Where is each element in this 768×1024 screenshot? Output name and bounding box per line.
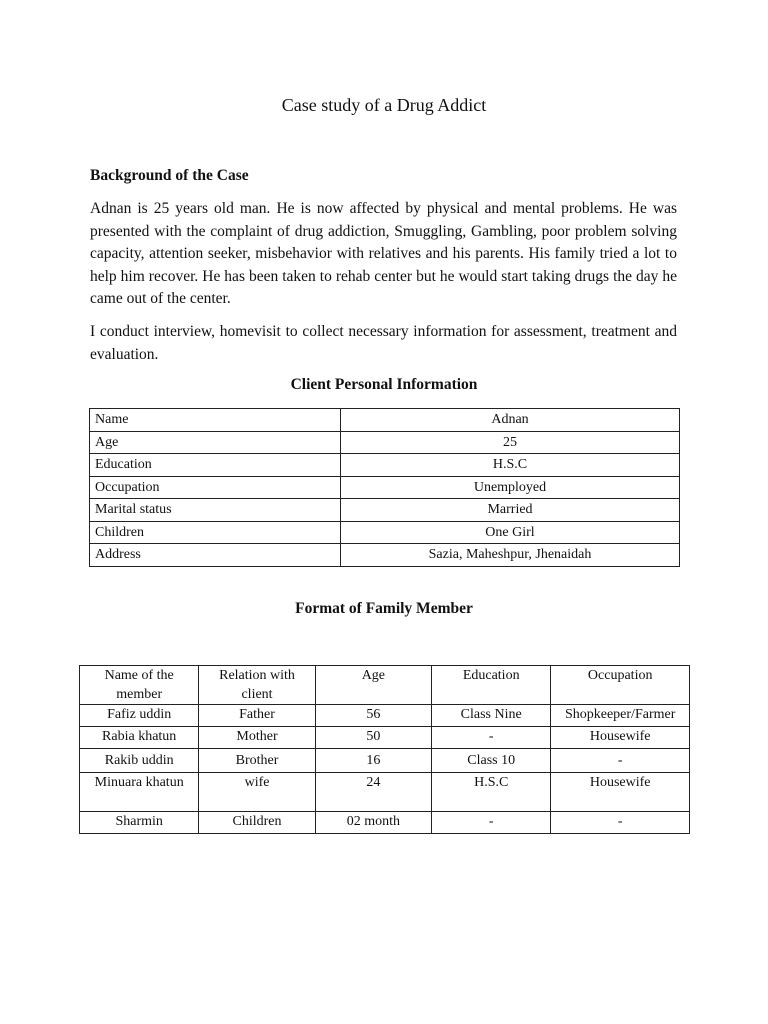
table-row [80,749,690,773]
table-cell: Class 10 [432,749,551,773]
info-value: One Girl [341,521,680,544]
table-cell: - [432,812,551,834]
info-label: Education [90,454,341,477]
client-info-table [89,408,680,567]
table-cell: wife [199,773,315,812]
table-cell: 56 [315,705,431,727]
table-cell: Rakib uddin [80,749,199,773]
table-cell: Sharmin [80,812,199,834]
info-label: Children [90,521,341,544]
table-cell: Fafiz uddin [80,705,199,727]
client-info-title: Client Personal Information [290,376,478,393]
table-row [90,476,680,499]
table-cell: - [432,727,551,749]
info-value: Adnan [341,409,680,432]
table-row [90,544,680,567]
info-value: 25 [341,431,680,454]
column-header: Relation with client [199,666,315,705]
table-row [80,812,690,834]
column-header: Education [432,666,551,705]
table-cell: 24 [315,773,431,812]
column-header: Age [315,666,431,705]
table-cell: - [551,812,690,834]
table-cell: H.S.C [432,773,551,812]
table-header-row [80,666,690,705]
table-row [80,705,690,727]
table-cell: 16 [315,749,431,773]
table-row [90,409,680,432]
table-cell: Rabia khatun [80,727,199,749]
table-row [90,499,680,522]
table-cell: Class Nine [432,705,551,727]
table-cell: Children [199,812,315,834]
document-title: Case study of a Drug Addict [281,95,487,115]
table-cell: Brother [199,749,315,773]
table-cell: - [551,749,690,773]
table-row [90,521,680,544]
table-cell: Mother [199,727,315,749]
table-row [90,454,680,477]
table-cell: Father [199,705,315,727]
column-header: Occupation [551,666,690,705]
info-value: Unemployed [341,476,680,499]
table-cell: Minuara khatun [80,773,199,812]
background-heading: Background of the Case [90,167,249,184]
family-table-title: Format of Family Member [295,600,473,617]
table-cell: Housewife [551,727,690,749]
column-header: Name of the member [80,666,199,705]
table-row [80,727,690,749]
info-value: H.S.C [341,454,680,477]
info-label: Age [90,431,341,454]
background-paragraph-2: I conduct interview, homevisit to collect necessary information for assessment, treatment and evaluation. [90,323,677,363]
table-cell: 50 [315,727,431,749]
info-label: Occupation [90,476,341,499]
family-member-table [79,665,690,834]
info-value: Married [341,499,680,522]
info-label: Name [90,409,341,432]
table-cell: Shopkeeper/Farmer [551,705,690,727]
table-cell: Housewife [551,773,690,812]
table-row [90,431,680,454]
table-row [80,773,690,812]
info-value: Sazia, Maheshpur, Jhenaidah [341,544,680,567]
background-paragraph-1: Adnan is 25 years old man. He is now affected by physical and mental problems. He was presented with the complaint of drug addiction, Smuggling, Gambling, poor problem solving capacity, attention seeker, misbehavior with relatives and his parents. His family tried a lot to help him recover. He has been taken to rehab center but he would start taking drugs the day he came out of the center. [90,200,677,308]
info-label: Address [90,544,341,567]
info-label: Marital status [90,499,341,522]
table-cell: 02 month [315,812,431,834]
